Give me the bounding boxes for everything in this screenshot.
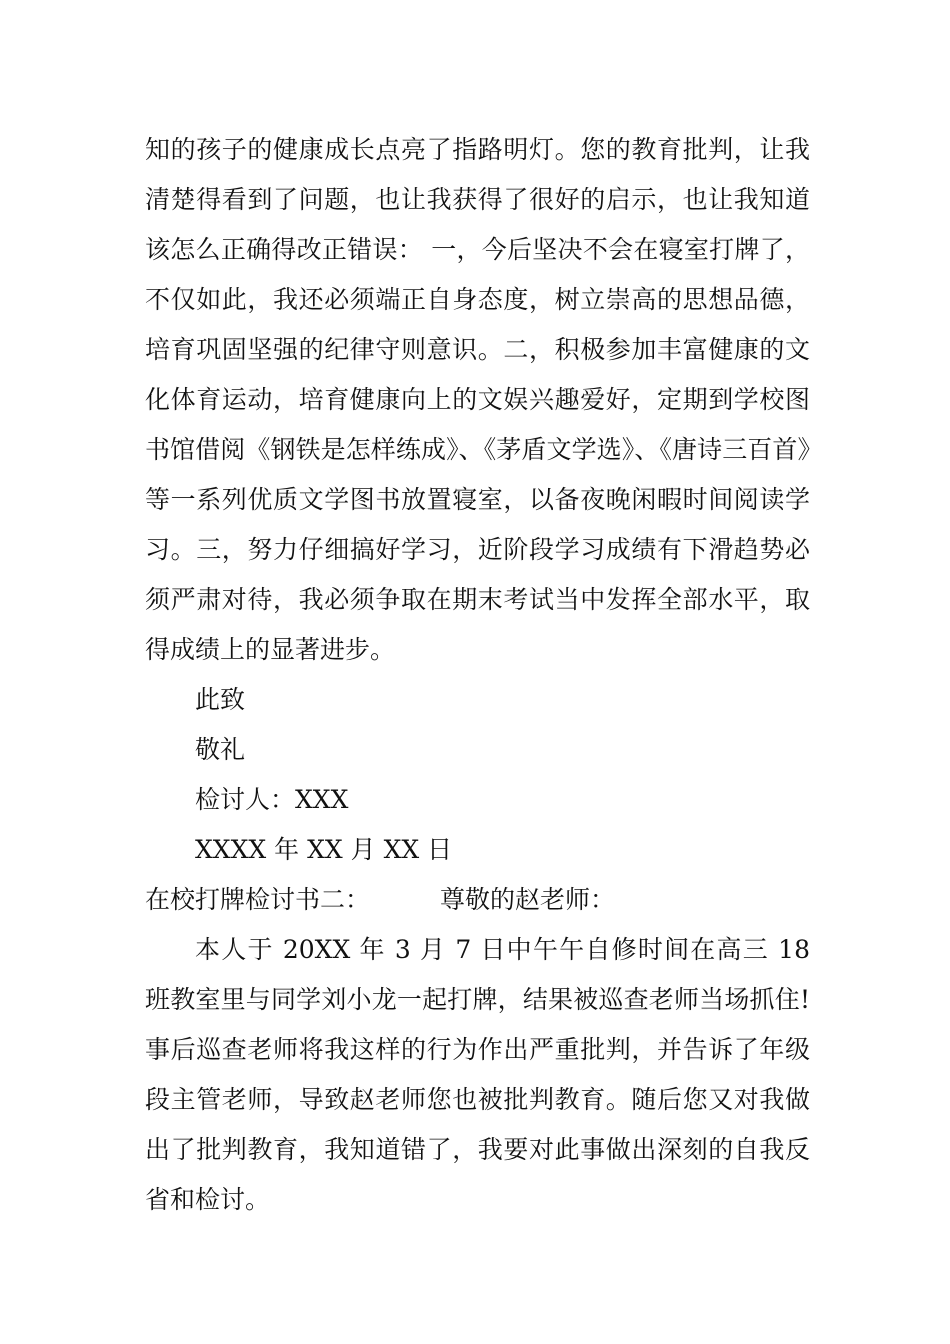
second-letter-salutation: 尊敬的赵老师： — [440, 885, 616, 914]
second-letter-title: 在校打牌检讨书二： — [145, 885, 371, 914]
second-letter-heading — [145, 875, 810, 925]
signer-line: 检讨人：XXX — [195, 785, 349, 814]
second-letter-body: 本人于 20XX 年 3 月 7 日中午午自修时间在高三 18 班教室里与同学刘小龙一起打牌，结果被巡查老师当场抓住!事后巡查老师将我这样的行为作出严重批判，并告诉了年级段主管老师，导致赵老师您也被批判教育。随后您又对我做出了批判教育，我知道错了，我要对此事做出深刻的自我反省和检讨。 — [145, 935, 810, 1214]
date-line: XXXX 年 XX 月 XX 日 — [195, 835, 453, 864]
continuation-paragraph: 知的孩子的健康成长点亮了指路明灯。您的教育批判，让我清楚得看到了问题，也让我获得了很好的启示，也让我知道该怎么正确得改正错误： 一，今后坚决不会在寝室打牌了，不仅如此，我还必须端正自身态度，树立崇高的思想品德，培育巩固坚强的纪律守则意识。二，积极参加丰富健康的文化体育运动，培育健康向上的文娱兴趣爱好，定期到学校图书馆借阅《钢铁是怎样练成》、《茅盾文学选》、《唐诗三百首》等一系列优质文学图书放置寝室，以备夜晚闲暇时间阅读学习。三，努力仔细搞好学习，近阶段学习成绩有下滑趋势必须严肃对待，我必须争取在期末考试当中发挥全部水平，取得成绩上的显著进步。 — [145, 135, 810, 664]
closing-salutation: 此致 — [195, 685, 246, 714]
closing-regards: 敬礼 — [195, 735, 246, 764]
document-page — [145, 125, 810, 1225]
